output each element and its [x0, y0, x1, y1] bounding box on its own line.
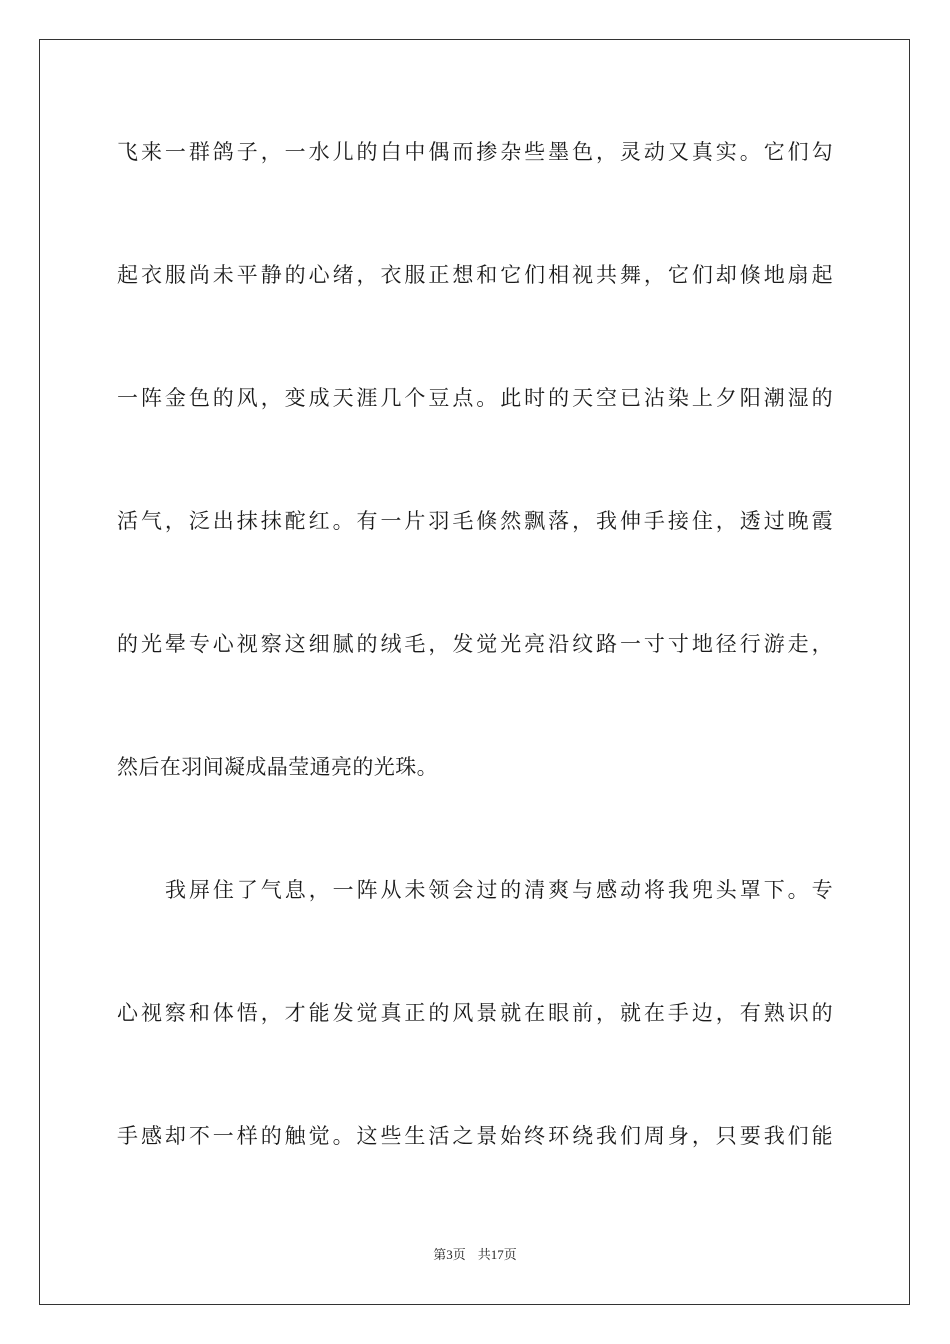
text-line-5: 的光晕专心视察这细腻的绒毛，发觉光亮沿纹路一寸寸地径行游走，	[117, 632, 833, 656]
page-total: 共17页	[477, 1247, 517, 1262]
page-border	[39, 39, 910, 1305]
page-footer	[0, 1246, 950, 1264]
text-line-6: 然后在羽间凝成晶莹通亮的光珠。	[117, 755, 438, 779]
text-line-7: 我屏住了气息，一阵从未领会过的清爽与感动将我兜头罩下。专	[165, 878, 833, 902]
text-line-8: 心视察和体悟，才能发觉真正的风景就在眼前，就在手边，有熟识的	[117, 1001, 833, 1025]
page-number: 第3页	[433, 1247, 466, 1262]
text-line-3: 一阵金色的风，变成天涯几个豆点。此时的天空已沾染上夕阳潮湿的	[117, 386, 833, 410]
text-line-2: 起衣服尚未平静的心绪，衣服正想和它们相视共舞，它们却倏地扇起	[117, 263, 833, 287]
text-line-9: 手感却不一样的触觉。这些生活之景始终环绕我们周身，只要我们能	[117, 1124, 833, 1148]
text-line-4: 活气，泛出抹抹酡红。有一片羽毛倏然飘落，我伸手接住，透过晚霞	[117, 509, 833, 533]
text-line-1: 飞来一群鸽子，一水儿的白中偶而掺杂些墨色，灵动又真实。它们勾	[117, 140, 833, 164]
